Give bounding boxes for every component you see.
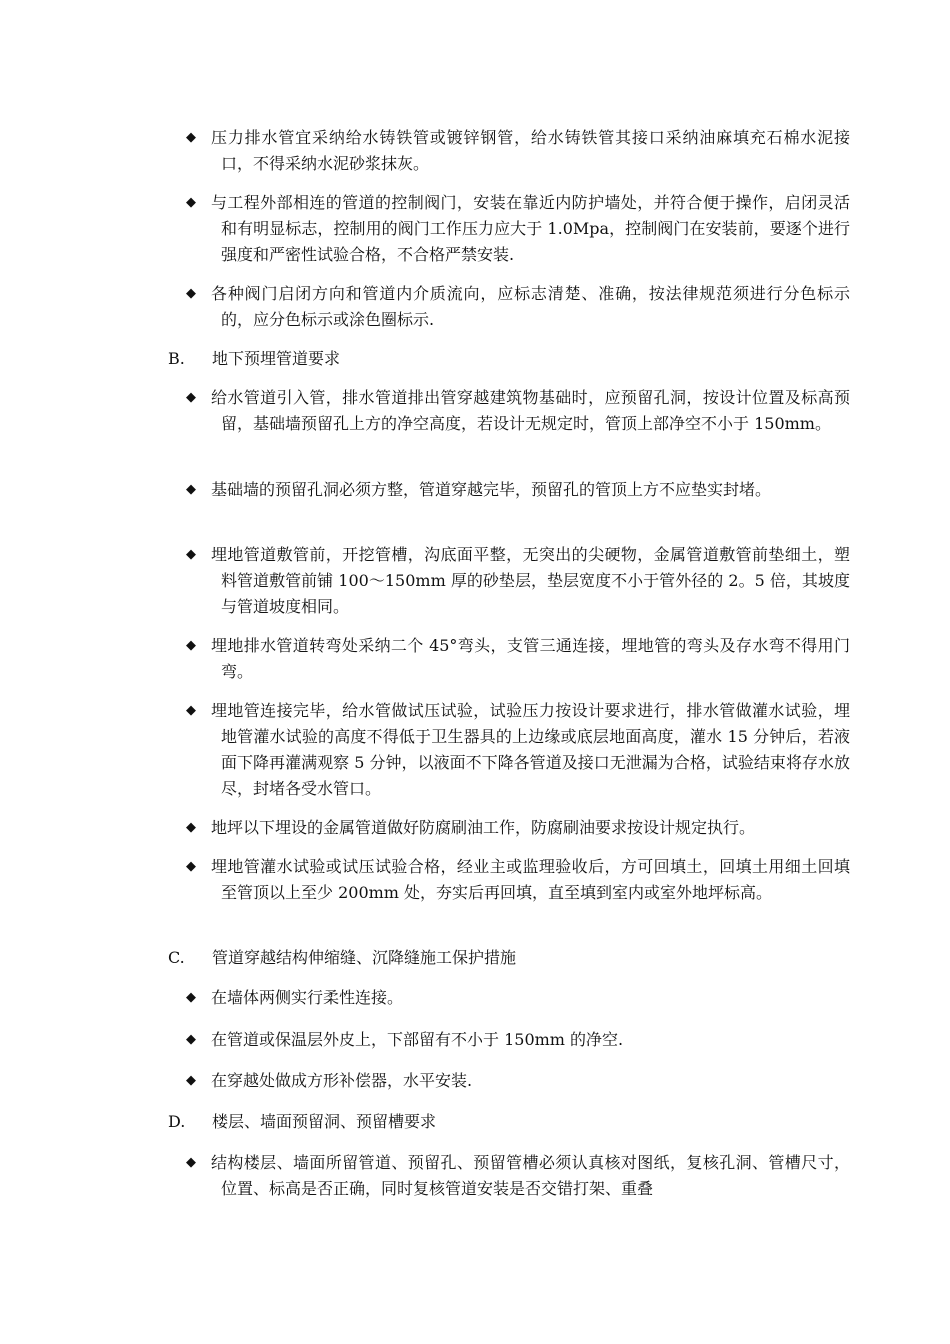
list-item-text: 埋地管连接完毕，给水管做试压试验，试验压力按设计要求进行，排水管做灌水试验，埋地管灌水试验的高度不得低于卫生器具的上边缘或底层地面高度，灌水 15 分钟后，若液面下降再灌满观察 5 分钟，以液面不下降各管道及接口无泄漏为合格，试验结束将存水放尽，封堵各受水管口。	[211, 701, 850, 798]
list-item	[186, 542, 850, 620]
list-item-text: 与工程外部相连的管道的控制阀门，安装在靠近内防护墙处，并符合便于操作，启闭灵活和有明显标志，控制用的阀门工作压力应大于 1.0Mpa，控制阀门在安装前，要逐个进行强度和严密性试验合格，不合格严禁安装.	[211, 193, 850, 264]
section-heading-b	[168, 346, 340, 372]
black-diamond-icon: ◆	[186, 482, 196, 497]
list-item-text: 在穿越处做成方形补偿器，水平安装.	[211, 1071, 473, 1090]
list-item	[186, 281, 850, 333]
section-letter: D.	[168, 1112, 186, 1131]
list-item-text: 压力排水管宜采纳给水铸铁管或镀锌钢管，给水铸铁管其接口采纳油麻填充石棉水泥接口，不得采纳水泥砂浆抹灰。	[211, 128, 850, 173]
list-item-text: 地坪以下埋设的金属管道做好防腐刷油工作，防腐刷油要求按设计规定执行。	[211, 818, 756, 837]
list-item-text: 埋地管灌水试验或试压试验合格，经业主或监理验收后，方可回填土，回填土用细土回填至管顶以上至少 200mm 处，夯实后再回填，直至填到室内或室外地坪标高。	[211, 857, 850, 902]
section-letter: B.	[168, 349, 185, 368]
list-item-text: 各种阀门启闭方向和管道内介质流向，应标志清楚、准确，按法律规范须进行分色标示的，应分色标示或涂色圈标示.	[211, 284, 850, 329]
black-diamond-icon: ◆	[186, 1155, 196, 1170]
black-diamond-icon: ◆	[186, 195, 196, 210]
list-item	[186, 1150, 850, 1202]
list-item-text: 给水管道引入管，排水管道排出管穿越建筑物基础时，应预留孔洞，按设计位置及标高预留，基础墙预留孔上方的净空高度，若设计无规定时，管顶上部净空不小于 150mm。	[211, 388, 850, 433]
section-title: 地下预埋管道要求	[212, 349, 341, 368]
list-item	[186, 698, 850, 802]
list-item	[186, 477, 850, 503]
list-item-text: 在墙体两侧实行柔性连接。	[211, 988, 404, 1007]
list-item-text: 结构楼层、墙面所留管道、预留孔、预留管槽必须认真核对图纸，复核孔洞、管槽尺寸，位置、标高是否正确，同时复核管道安装是否交错打架、重叠	[211, 1153, 850, 1198]
black-diamond-icon: ◆	[186, 638, 196, 653]
section-heading-c	[168, 945, 516, 971]
list-item	[186, 385, 850, 437]
list-item	[186, 1068, 850, 1094]
section-title: 管道穿越结构伸缩缝、沉降缝施工保护措施	[212, 948, 517, 967]
black-diamond-icon: ◆	[186, 1073, 196, 1088]
list-item	[186, 190, 850, 268]
black-diamond-icon: ◆	[186, 286, 196, 301]
section-heading-d	[168, 1109, 436, 1135]
black-diamond-icon: ◆	[186, 990, 196, 1005]
black-diamond-icon: ◆	[186, 547, 196, 562]
black-diamond-icon: ◆	[186, 859, 196, 874]
list-item	[186, 815, 850, 841]
section-letter: C.	[168, 948, 185, 967]
list-item-text: 埋地排水管道转弯处采纳二个 45°弯头，支管三通连接，埋地管的弯头及存水弯不得用门弯。	[211, 636, 850, 681]
black-diamond-icon: ◆	[186, 1032, 196, 1047]
list-item	[186, 125, 850, 177]
list-item	[186, 633, 850, 685]
list-item	[186, 1027, 850, 1053]
list-item-text: 在管道或保温层外皮上，下部留有不小于 150mm 的净空.	[211, 1030, 624, 1049]
list-item-text: 埋地管道敷管前，开挖管槽，沟底面平整，无突出的尖硬物，金属管道敷管前垫细土，塑料管道敷管前铺 100～150mm 厚的砂垫层，垫层宽度不小于管外径的 2。5 倍，其坡度与管道坡度相同。	[211, 545, 850, 616]
black-diamond-icon: ◆	[186, 703, 196, 718]
list-item	[186, 985, 850, 1011]
list-item	[186, 854, 850, 906]
black-diamond-icon: ◆	[186, 820, 196, 835]
black-diamond-icon: ◆	[186, 130, 196, 145]
black-diamond-icon: ◆	[186, 390, 196, 405]
list-item-text: 基础墙的预留孔洞必须方整，管道穿越完毕，预留孔的管顶上方不应垫实封堵。	[211, 480, 772, 499]
section-title: 楼层、墙面预留洞、预留槽要求	[212, 1112, 437, 1131]
